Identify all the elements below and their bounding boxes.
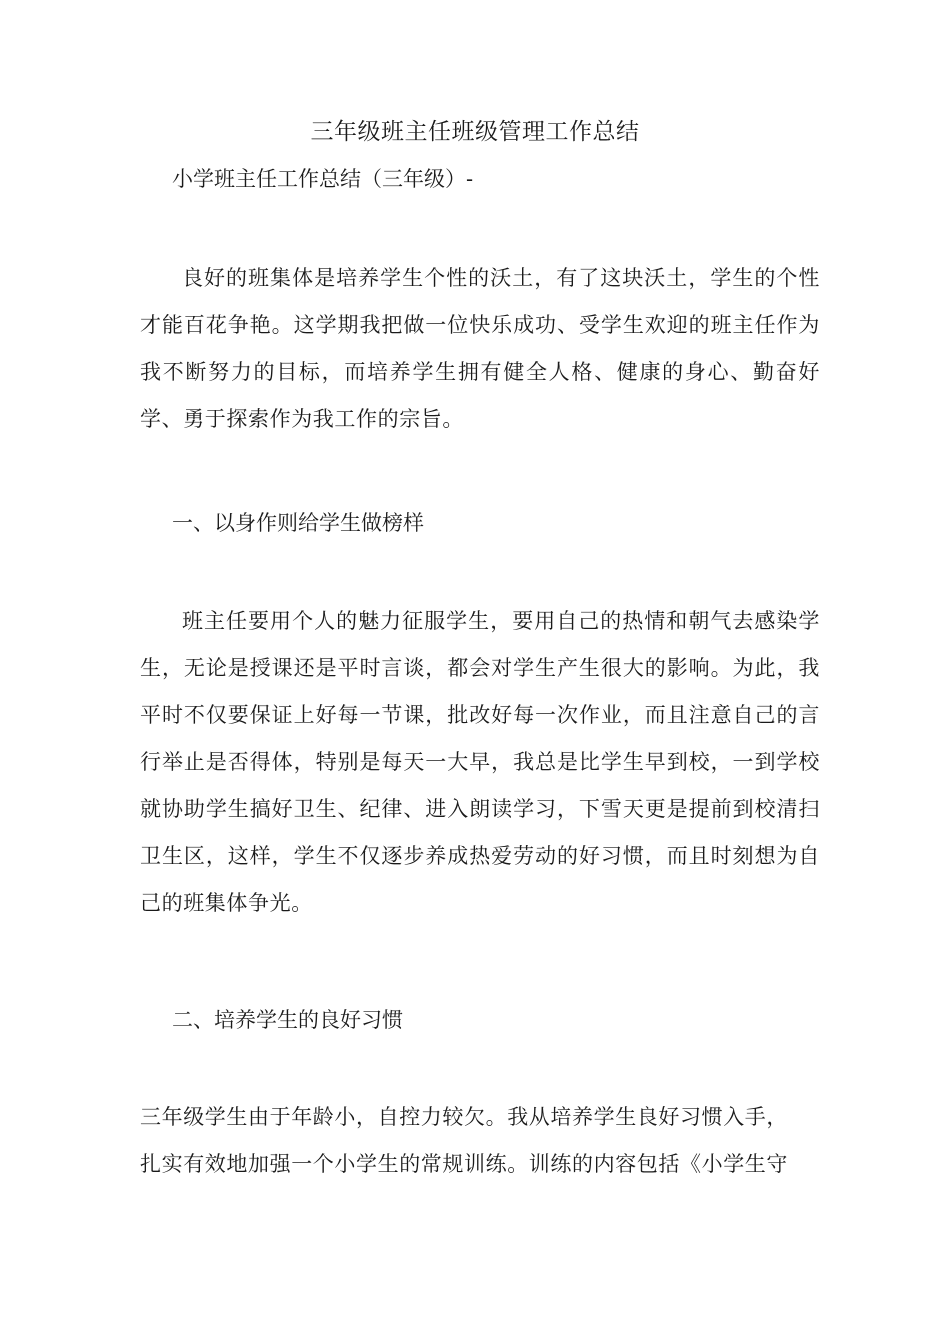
document-title: 三年级班主任班级管理工作总结 [310,119,640,145]
paragraph-intro: 良好的班集体是培养学生个性的沃土，有了这块沃土，学生的个性才能百花争艳。这学期我把做一位快乐成功、受学生欢迎的班主任作为我不断努力的目标，而培养学生拥有健全人格、健康的身心、勤奋好学、勇于探索作为我工作的宗旨。 [140,266,820,431]
paragraph-line: 三年级学生由于年龄小，自控力较欠。我从培养学生良好习惯入手， [140,1105,788,1129]
paragraph-section-2 [140,1094,820,1188]
document-subtitle: 小学班主任工作总结（三年级）- [172,167,474,191]
section-heading-2: 二、培养学生的良好习惯 [172,1008,403,1032]
section-heading-1: 一、以身作则给学生做榜样 [172,511,424,535]
paragraph-line: 扎实有效地加强一个小学生的常规训练。训练的内容包括《小学生守 [140,1152,788,1176]
paragraph-section-1: 班主任要用个人的魅力征服学生，要用自己的热情和朝气去感染学生，无论是授课还是平时言谈，都会对学生产生很大的影响。为此，我平时不仅要保证上好每一节课，批改好每一次作业，而且注意自己的言行举止是否得体，特别是每天一大早，我总是比学生早到校，一到学校就协助学生搞好卫生、纪律、进入朗读学习，下雪天更是提前到校清扫卫生区，这样，学生不仅逐步养成热爱劳动的好习惯，而且时刻想为自己的班集体争光。 [140,609,820,915]
